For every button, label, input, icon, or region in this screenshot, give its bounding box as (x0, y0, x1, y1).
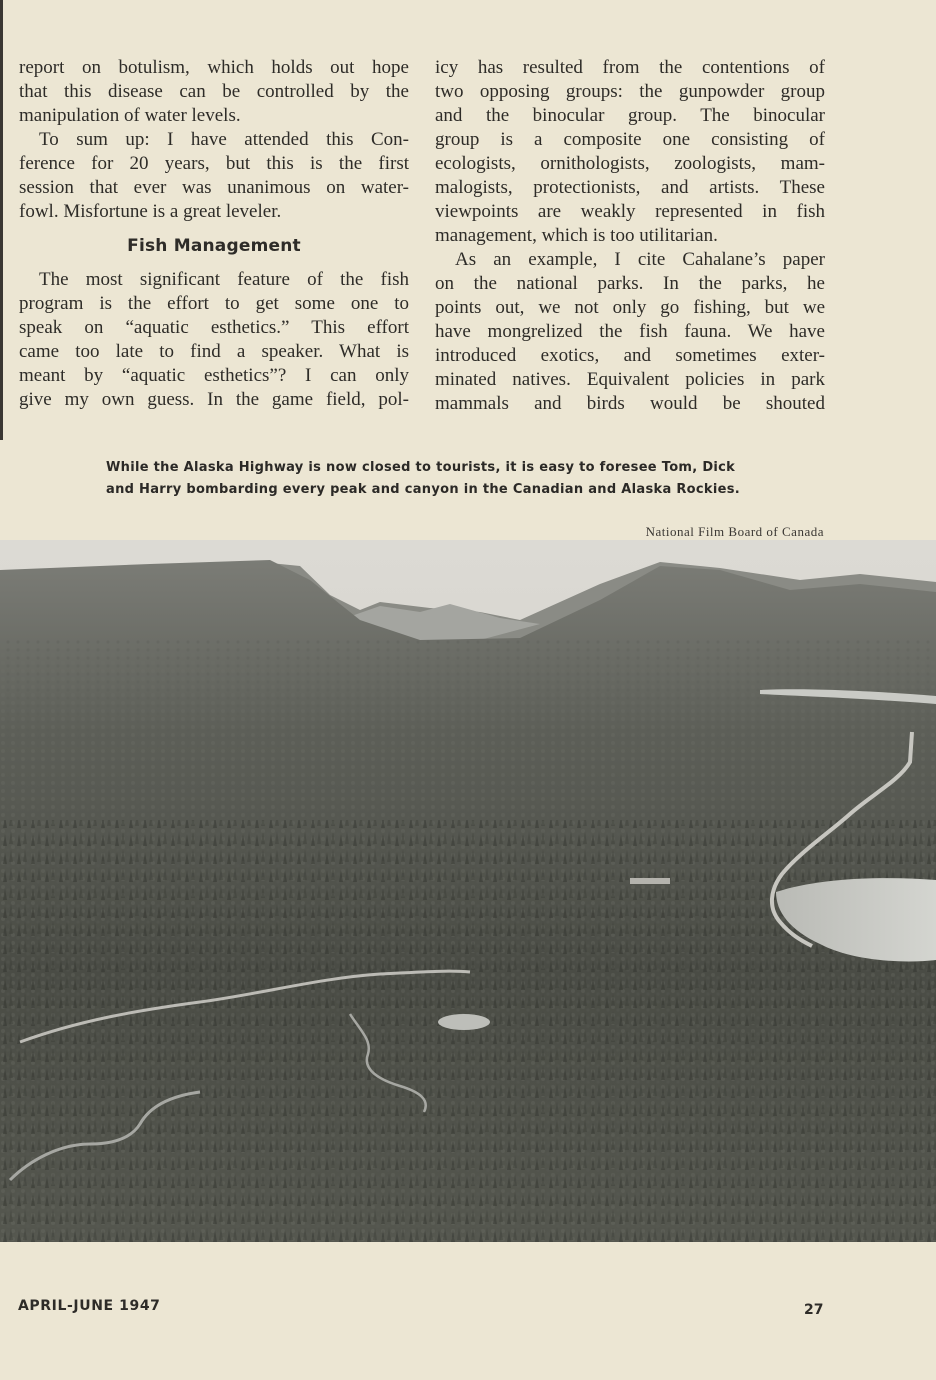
text-line: came too late to find a speaker. What is (19, 341, 409, 362)
small-pond (438, 1014, 490, 1030)
section-heading-fish-management: Fish Management (127, 236, 301, 256)
landscape-photo (0, 540, 936, 1242)
text-line: mammals and birds would be shouted (435, 393, 825, 414)
text-line: minated natives. Equivalent policies in park (435, 369, 825, 390)
text-line: speak on “aquatic esthetics.” This effort (19, 317, 409, 338)
photo-credit: National Film Board of Canada (645, 524, 824, 539)
text-line: group is a composite one consisting of (435, 129, 825, 150)
text-line: give my own guess. In the game field, pol- (19, 389, 409, 410)
paragraph-fish-program (19, 268, 409, 412)
text-line: that this disease can be controlled by the (19, 81, 409, 102)
photo-caption (106, 457, 756, 501)
text-line: icy has resulted from the contentions of (435, 57, 825, 78)
text-line: fowl. Misfortune is a great leveler. (19, 201, 282, 222)
clearing-structures (630, 878, 670, 884)
paragraph-sum-up (19, 128, 409, 224)
left-margin-rule (0, 0, 3, 440)
text-line: points out, we not only go fishing, but we (435, 297, 825, 318)
text-line: program is the effort to get some one to (19, 293, 409, 314)
right-text-column (435, 56, 825, 416)
text-line: management, which is too utilitarian. (435, 225, 718, 246)
text-line: and the binocular group. The binocular (435, 105, 825, 126)
text-line: manipulation of water levels. (19, 105, 241, 126)
text-line: on the national parks. In the parks, he (435, 273, 825, 294)
text-line: meant by “aquatic esthetics”? I can only (19, 365, 409, 386)
issue-date: APRIL-JUNE 1947 (18, 1298, 161, 1314)
page-number: 27 (804, 1302, 824, 1318)
paragraph-national-parks (435, 248, 825, 416)
paragraph-opposing-groups (435, 56, 825, 248)
text-line: report on botulism, which holds out hope (19, 57, 409, 78)
caption-line: While the Alaska Highway is now closed to tourists, it is easy to foresee Tom, Dick (106, 460, 736, 475)
conifer-texture (0, 820, 936, 1242)
text-line: session that ever was unanimous on water- (19, 177, 409, 198)
text-line: To sum up: I have attended this Con- (39, 129, 409, 150)
text-line: introduced exotics, and sometimes exter- (435, 345, 825, 366)
text-line: malogists, protectionists, and artists. These (435, 177, 825, 198)
text-line: viewpoints are weakly represented in fish (435, 201, 825, 222)
paragraph-botulism (19, 56, 409, 128)
text-line: two opposing groups: the gunpowder group (435, 81, 825, 102)
text-line: ecologists, ornithologists, zoologists, mam- (435, 153, 825, 174)
text-line: ference for 20 years, but this is the first (19, 153, 409, 174)
text-line: As an example, I cite Cahalane’s paper (455, 249, 825, 270)
text-line: have mongrelized the fish fauna. We have (435, 321, 825, 342)
left-text-column (19, 56, 409, 412)
text-line: The most significant feature of the fish (39, 269, 409, 290)
caption-line: and Harry bombarding every peak and canyon in the Canadian and Alaska Rockies. (106, 482, 740, 497)
